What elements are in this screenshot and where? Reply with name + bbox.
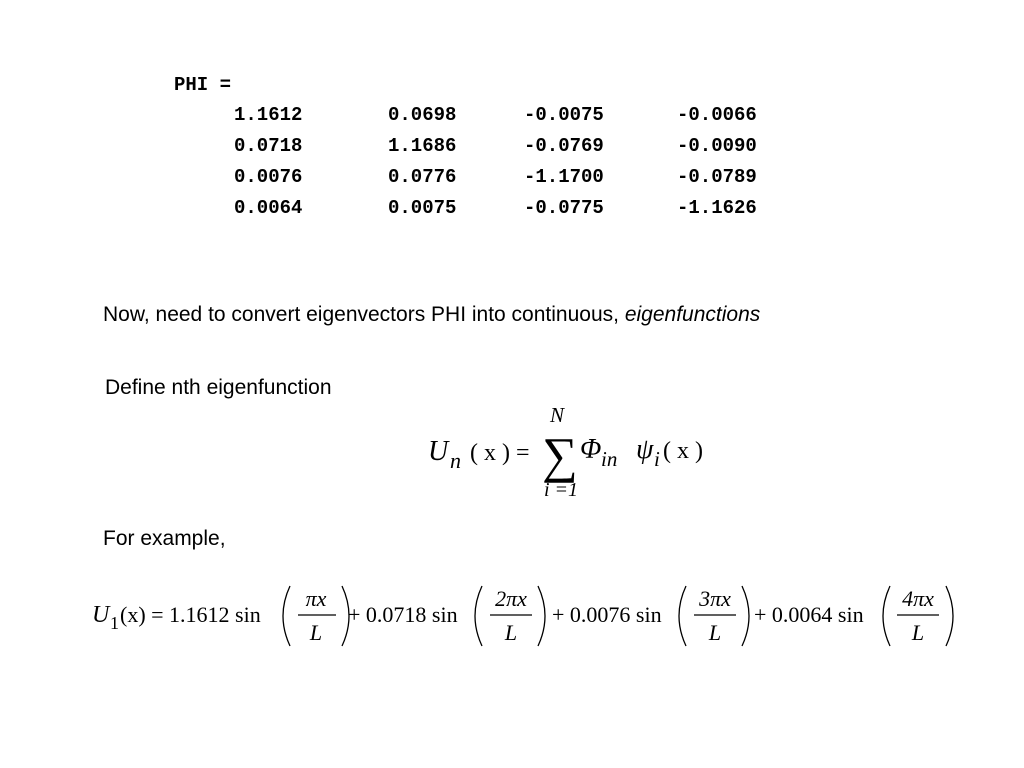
term1-numerator: πx [305,586,327,611]
matrix-cell: 0.0718 [234,135,303,157]
matrix-cell: -0.0789 [677,166,757,188]
matrix-cell: -1.1626 [677,197,757,219]
term2-prefix: + 0.0718 sin [348,602,458,627]
eq1-psi-args: ( x ) [663,438,703,464]
term3-prefix: + 0.0076 sin [552,602,662,627]
matrix-cell: 0.0776 [388,166,457,188]
left-paren-2 [475,586,482,646]
convert-statement [103,303,760,327]
eq1-args: ( x ) = [470,440,530,466]
matrix-cell: 0.0075 [388,197,457,219]
define-statement: Define nth eigenfunction [105,376,332,399]
matrix-cell: -0.0769 [524,135,604,157]
eq1-phi-subscript: in [601,447,618,471]
term1-denominator: L [309,620,323,645]
matrix-cell: -0.0075 [524,104,604,126]
right-paren-2 [538,586,545,646]
eq1-phi: Φ [580,434,602,465]
convert-statement-text: Now, need to convert eigenvectors PHI into continuous, [103,303,625,326]
eigenfunction-equation [420,400,740,510]
matrix-cell: -0.0775 [524,197,604,219]
eigenfunctions-emphasis: eigenfunctions [624,303,761,326]
term2-denominator: L [504,620,518,645]
eq2-U-subscript: 1 [110,613,119,633]
matrix-cell: 0.0076 [234,166,303,188]
matrix-cell: 0.0698 [388,104,457,126]
eq1-U: U [428,436,449,467]
left-paren-4 [883,586,890,646]
matrix-cell: 0.0064 [234,197,303,219]
eq1-sum-sign: ∑ [542,427,578,483]
matrix-cell: -0.0090 [677,135,757,157]
eq1-sum-upper: N [550,403,565,427]
term4-numerator: 4πx [902,586,934,611]
example-statement: For example, [103,527,226,550]
eq1-sum-lower: i =1 [544,479,579,501]
eq1-psi: ψ [636,434,654,465]
term3-denominator: L [708,620,722,645]
eq2-U: U [92,602,110,628]
term4-denominator: L [911,620,925,645]
right-paren-3 [742,586,749,646]
term2-numerator: 2πx [495,586,527,611]
matrix-cell: -0.0066 [677,104,757,126]
left-paren-3 [679,586,686,646]
eq1-n-subscript: n [450,448,461,473]
matrix-label: PHI = [174,74,232,96]
matrix-cell: 1.1686 [388,135,457,157]
example-equation [86,580,966,652]
matrix-cell: 1.1612 [234,104,303,126]
term4-prefix: + 0.0064 sin [754,602,864,627]
left-paren-1 [283,586,290,646]
eq1-psi-subscript: i [654,447,660,471]
matrix-cell: -1.1700 [524,166,604,188]
eq2-lhs-args: (x) = 1.1612 sin [120,602,261,627]
term3-numerator: 3πx [699,586,731,611]
right-paren-4 [946,586,953,646]
